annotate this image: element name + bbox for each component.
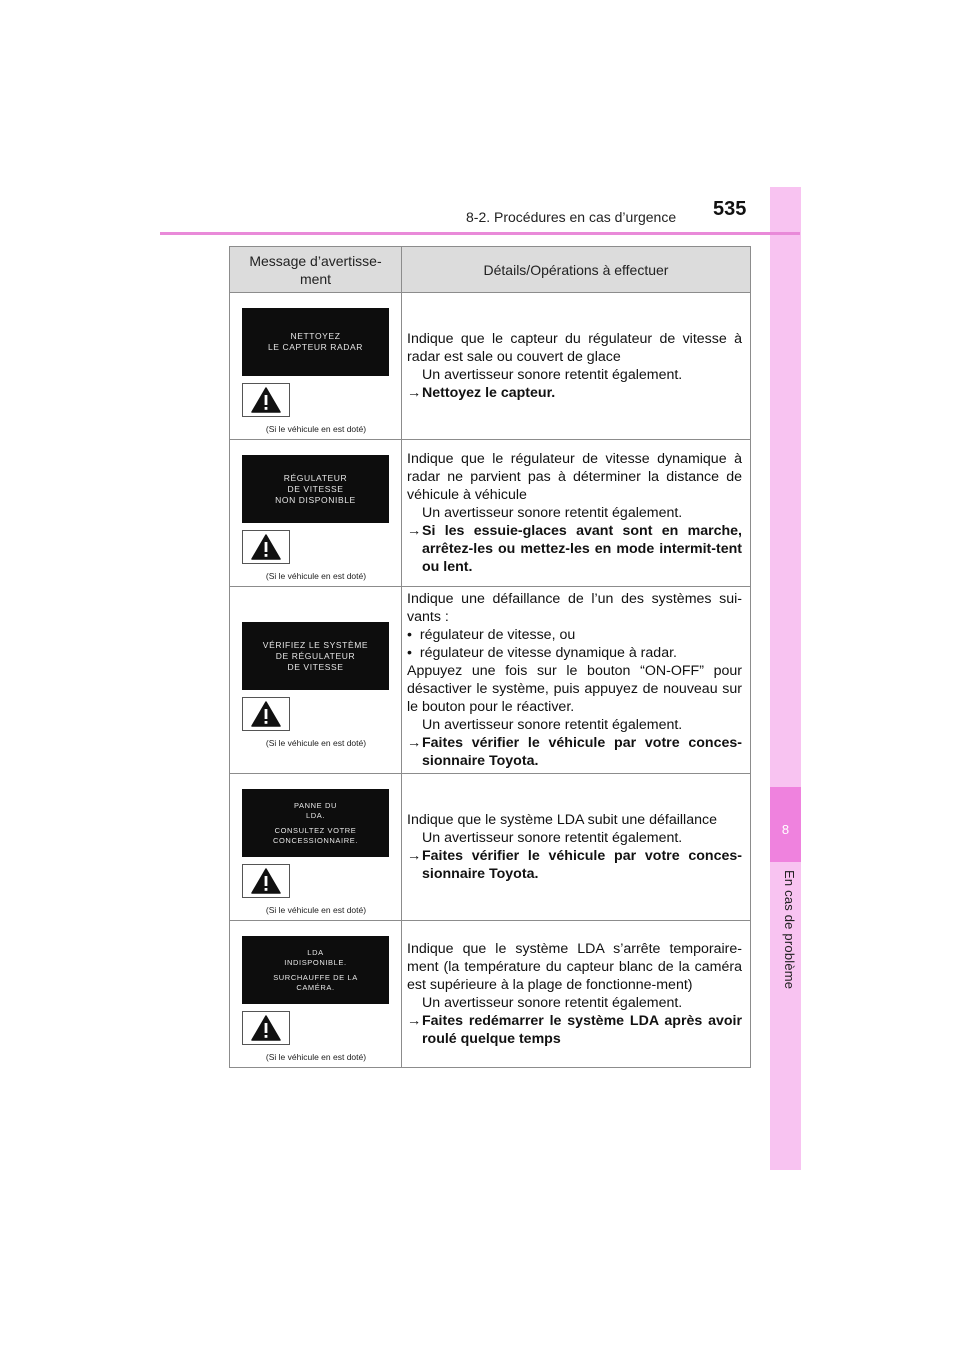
column-header-details: Détails/Opérations à effectuer — [402, 247, 751, 293]
details-cell — [402, 587, 751, 774]
table-row — [230, 293, 751, 440]
screen-line: DE RÉGULATEUR — [275, 650, 356, 661]
warning-message-table — [229, 246, 751, 1068]
warning-icon-box — [242, 1011, 290, 1045]
action-label: Faites vérifier le véhicule par votre conces-sionnaire Toyota. — [422, 848, 742, 882]
message-cell — [230, 774, 402, 921]
screen-line: LDA. — [305, 810, 326, 820]
screen-line: NON DISPONIBLE — [275, 494, 356, 505]
warning-icon-box — [242, 530, 290, 564]
screen-line: DE VITESSE — [287, 483, 344, 494]
arrow-icon: → — [407, 523, 422, 539]
warning-icon-box — [242, 383, 290, 417]
action-label: Faites redémarrer le système LDA après avoir roulé quelque temps — [422, 1013, 742, 1047]
instruction-text: Appuyez une fois sur le bouton “ON-OFF” pour désactiver le système, puis appuyez de nouveau sur le bouton pour le réactiver. — [407, 663, 742, 715]
action-text — [407, 734, 742, 770]
screen-line: CONCESSIONNAIRE. — [272, 835, 359, 845]
section-title: 8-2. Procédures en cas d’urgence — [466, 209, 677, 225]
header-rule — [160, 232, 800, 235]
action-label: Faites vérifier le véhicule par votre conces-sionnaire Toyota. — [422, 735, 742, 769]
equipment-note: (Si le véhicule en est doté) — [265, 1052, 367, 1062]
screen-line: DE VITESSE — [287, 661, 344, 672]
details-cell — [402, 440, 751, 587]
description-text: Indique une défaillance de l’un des systèmes sui-vants : — [407, 591, 742, 625]
sound-text: Un avertisseur sonore retentit également. — [422, 830, 683, 846]
table-row — [230, 587, 751, 774]
screen-line: INDISPONIBLE. — [284, 957, 347, 967]
equipment-note: (Si le véhicule en est doté) — [265, 905, 367, 915]
description-text: Indique que le régulateur de vitesse dynamique à radar ne parvient pas à déterminer la distance de véhicule à véhicule — [407, 451, 742, 503]
arrow-icon: → — [407, 848, 422, 864]
message-cell — [230, 293, 402, 440]
arrow-icon: → — [407, 385, 422, 401]
message-cell — [230, 587, 402, 774]
description-text: Indique que le système LDA s’arrête temporaire-ment (la température du capteur blanc de la caméra est supérieure à la plage de fonctionne-ment) — [407, 941, 742, 993]
column-header-message: Message d’avertisse-ment — [230, 247, 402, 293]
screen-line: PANNE DU — [294, 801, 337, 810]
screen-line: NETTOYEZ — [290, 331, 341, 341]
screen-line: RÉGULATEUR — [283, 472, 348, 483]
screen-line: CONSULTEZ VOTRE — [274, 826, 357, 835]
message-cell — [230, 440, 402, 587]
screen-line: VÉRIFIEZ LE SYSTÈME — [262, 639, 369, 650]
sound-text: Un avertisseur sonore retentit également. — [422, 505, 683, 521]
table-header-row — [230, 247, 751, 293]
action-text — [407, 847, 742, 883]
chapter-tab — [770, 187, 801, 1170]
table-row — [230, 921, 751, 1068]
action-text — [407, 522, 742, 576]
list-item-text: régulateur de vitesse, ou — [419, 627, 576, 643]
screen-line: CAMÉRA. — [296, 982, 335, 992]
arrow-icon: → — [407, 735, 422, 751]
warning-triangle-icon — [251, 868, 281, 894]
details-cell — [402, 921, 751, 1068]
description-text: Indique que le système LDA subit une défaillance — [407, 812, 717, 828]
table-row — [230, 774, 751, 921]
list-item-text: régulateur de vitesse dynamique à radar. — [419, 645, 677, 661]
arrow-icon: → — [407, 1013, 422, 1029]
sound-text: Un avertisseur sonore retentit également. — [422, 367, 683, 383]
page-number: 535 — [713, 198, 747, 220]
equipment-note: (Si le véhicule en est doté) — [265, 424, 367, 434]
warning-icon-box — [242, 864, 290, 898]
display-screen — [242, 308, 389, 376]
warning-triangle-icon — [251, 387, 281, 413]
sound-text: Un avertisseur sonore retentit également. — [422, 995, 683, 1011]
warning-triangle-icon — [251, 701, 281, 727]
screen-line: LDA — [307, 948, 324, 957]
action-text — [407, 384, 742, 402]
warning-triangle-icon — [251, 1015, 281, 1041]
display-screen — [242, 622, 389, 690]
screen-line: SURCHAUFFE DE LA — [273, 973, 358, 982]
equipment-note: (Si le véhicule en est doté) — [265, 738, 367, 748]
table-row — [230, 440, 751, 587]
list-item: • régulateur de vitesse, ou — [407, 627, 576, 643]
details-cell — [402, 293, 751, 440]
list-item: • régulateur de vitesse dynamique à radar. — [407, 645, 677, 661]
action-label: Nettoyez le capteur. — [422, 385, 556, 401]
warning-triangle-icon — [251, 534, 281, 560]
screen-line: LE CAPTEUR RADAR — [267, 342, 364, 352]
warning-icon-box — [242, 697, 290, 731]
display-screen — [242, 936, 389, 1004]
display-screen — [242, 789, 389, 857]
sound-text: Un avertisseur sonore retentit également. — [422, 717, 683, 733]
action-text — [407, 1012, 742, 1048]
description-text: Indique que le capteur du régulateur de vitesse à radar est sale ou couvert de glace — [407, 331, 742, 365]
equipment-note: (Si le véhicule en est doté) — [265, 571, 367, 581]
message-cell — [230, 921, 402, 1068]
display-screen — [242, 455, 389, 523]
details-cell — [402, 774, 751, 921]
action-label: Si les essuie-glaces avant sont en marche, arrêtez-les ou mettez-les en mode intermit-tent ou lent. — [422, 523, 742, 575]
chapter-number: 8 — [781, 822, 790, 837]
chapter-label: En cas de problème — [782, 870, 797, 990]
